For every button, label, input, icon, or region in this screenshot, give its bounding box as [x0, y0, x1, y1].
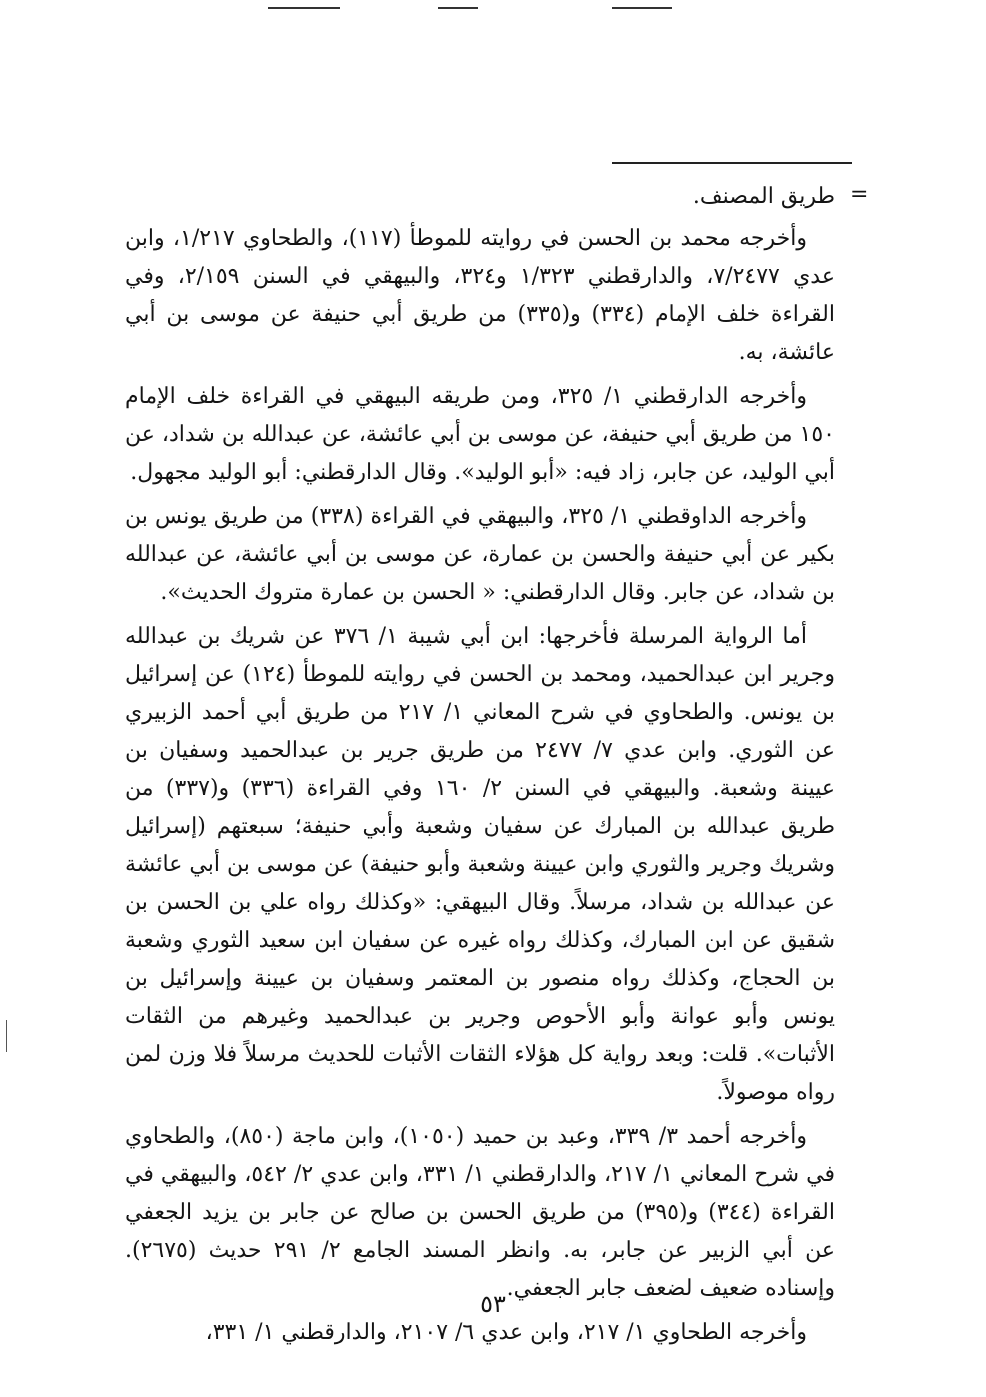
top-decorative-rule [438, 7, 478, 9]
footnote-paragraph: طريق المصنف. [692, 184, 835, 209]
footnote-paragraph: أما الرواية المرسلة فأخرجها: ابن أبي شيبة ١/ ٣٧٦ عن شريك بن عبدالله وجرير ابن عبدالحميد، ومحمد بن الحسن في روايته للموطأ (١٢٤) عن إسرائيل بن يونس. والطحاوي في شرح المعاني ١/ ٢١٧ من طريق أبي أحمد الزبيري عن الثوري. وابن عدي ٧/ ٢٤٧٧ من طريق جرير بن عبدالحميد وسفيان بن عيينة وشعبة. والبيهقي في السنن ٢/ ١٦٠ وفي القراءة (٣٣٦) و(٣٣٧) من طريق عبدالله بن المبارك عن سفيان وشعبة وأبي حنيفة؛ سبعتهم (إسرائيل وشريك وجرير والثوري وابن عيينة وشعبة وأبو حنيفة) عن موسى بن أبي عائشة عن عبدالله بن شداد، مرسلاً. وقال البيهقي: «وكذلك رواه علي بن الحسن بن شقيق عن ابن المبارك، وكذلك رواه غيره عن سفيان ابن سعيد الثوري وشعبة بن الحجاج، وكذلك رواه منصور بن المعتمر وسفيان بن عيينة وإسرائيل بن يونس وأبو عوانة وأبو الأحوص وجرير بن عبدالحميد وغيرهم من الثقات الأثبات». قلت: وبعد رواية كل هؤلاء الثقات الأثبات للحديث مرسلاً فلا وزن لمن رواه موصولاً. [125, 624, 836, 1105]
footnote-paragraph: وأخرجه أحمد ٣/ ٣٣٩، وعبد بن حميد (١٠٥٠)، وابن ماجة (٨٥٠)، والطحاوي في شرح المعاني ١/ ٢١٧، والدارقطني ١/ ٣٣١، وابن عدي ٢/ ٥٤٢، والبيهقي في القراءة (٣٤٤) و(٣٩٥) من طريق الحسن بن صالح عن جابر بن يزيد الجعفي عن أبي الزبير عن جابر، به. وانظر المسند الجامع ٢/ ٢٩١ حديث (٢٦٧٥). وإسناده ضعيف لضعف جابر الجعفي. [125, 1124, 836, 1301]
footnote-paragraph: وأخرجه الدارقطني ١/ ٣٢٥، ومن طريقه البيهقي في القراءة خلف الإمام ١٥٠ من طريق أبي حنيفة، عن موسى بن أبي عائشة، عن عبدالله بن شداد، عن أبي الوليد، عن جابر، زاد فيه: «أبو الوليد». وقال الدارقطني: أبو الوليد مجهول. [124, 384, 835, 485]
footnote-paragraph: وأخرجه محمد بن الحسن في روايته للموطأ (١١٧)، والطحاوي ١/٢١٧، وابن عدي ٧/٢٤٧٧، والدارقطني ١/٣٢٣ و٣٢٤، والبيهقي في السنن ٢/١٥٩، وفي القراءة خلف الإمام (٣٣٤) و(٣٣٥) من طريق أبي حنيفة عن موسى بن أبي عائشة، به. [125, 226, 835, 365]
top-decorative-rule [612, 7, 672, 9]
footnote-paragraph: وأخرجه الطحاوي ١/ ٢١٧، وابن عدي ٦/ ٢١٠٧، والدارقطني ١/ ٣٣١، [205, 1320, 807, 1345]
page-number: ٥٣ [480, 1290, 506, 1318]
margin-mark [6, 1020, 7, 1052]
footnote-separator [612, 162, 852, 164]
footnote-text [125, 178, 835, 1358]
continuation-mark: = [850, 182, 869, 207]
footnote-paragraph: وأخرجه الداوقطني ١/ ٣٢٥، والبيهقي في القراءة (٣٣٨) من طريق يونس بن بكير عن أبي حنيفة والحسن بن عمارة، عن موسى بن أبي عائشة، عن عبدالله بن شداد، عن جابر. وقال الدارقطني: « الحسن بن عمارة متروك الحديث». [125, 504, 835, 605]
top-decorative-rule [268, 7, 340, 9]
